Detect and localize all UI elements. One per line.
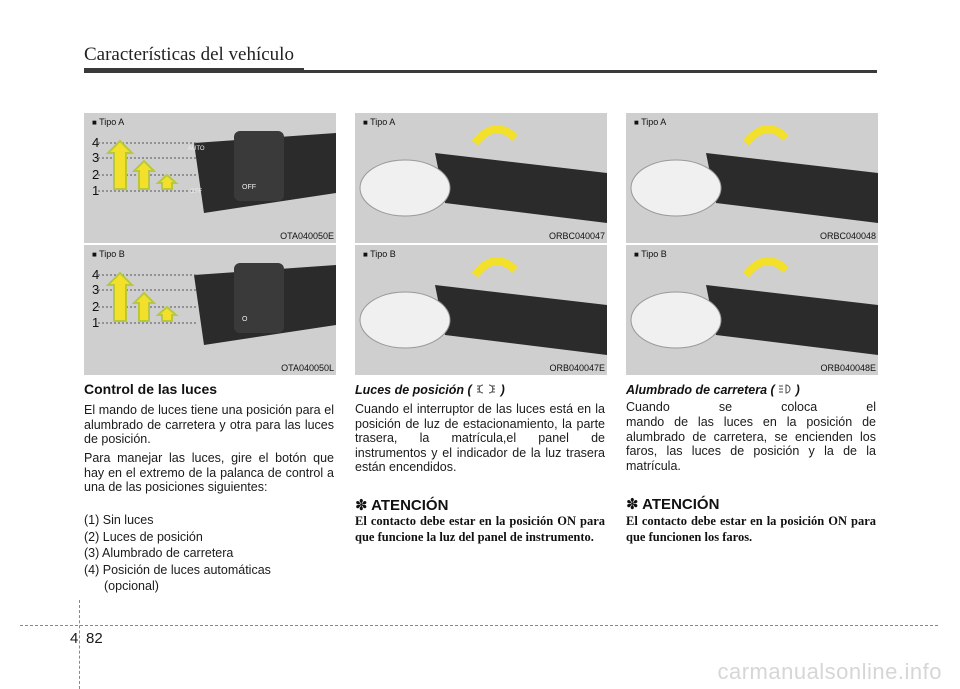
hand-icon [360, 160, 450, 216]
subsection-title [626, 383, 800, 397]
figure-tag: ■ Tipo A [92, 117, 124, 127]
figure-stalk-tipo-b [84, 245, 336, 375]
hand-turning-switch-image [626, 245, 878, 375]
position-3: 3 [92, 150, 100, 165]
figure-code: ORBC040048 [819, 231, 876, 241]
position-1: 1 [92, 315, 100, 330]
paragraph: El mando de luces tiene una posición para el alumbrado de carretera y otra para las luces de posición. [84, 403, 334, 447]
figure-code: ORBC040047 [548, 231, 605, 241]
figure-tag: ■ Tipo A [634, 117, 666, 127]
position-1: 1 [92, 183, 100, 198]
arrow-icon [158, 307, 176, 321]
caution-title: ✽ ATENCIÓN [626, 496, 720, 513]
hand-turning-switch-image [355, 113, 607, 243]
caution-title: ✽ ATENCIÓN [355, 497, 449, 514]
figure-hand-tipo-b [626, 245, 878, 375]
watermark: carmanualsonline.info [717, 659, 942, 684]
figure-tag: ■ Tipo B [634, 249, 667, 259]
figure-code: OTA040050E [280, 231, 334, 241]
section-title: Control de las luces [84, 381, 218, 397]
paragraph-line: Cuando se coloca el [626, 400, 876, 414]
rotate-arrow-icon [475, 261, 515, 275]
subtitle-text: ) [500, 383, 505, 397]
figure-hand-tipo-b [355, 245, 607, 375]
list-item: (3) Alumbrado de carretera [84, 546, 234, 561]
headlight-icon [778, 383, 792, 395]
list-item-continuation: (opcional) [104, 579, 159, 594]
subtitle-text: Luces de posición ( [355, 383, 472, 397]
figure-stalk-tipo-a [84, 113, 336, 243]
caution-body: El contacto debe estar en la posición ON para que funcione la luz del panel de instrumento. [355, 514, 605, 544]
figure-hand-tipo-a [355, 113, 607, 243]
list-item: (2) Luces de posición [84, 529, 203, 544]
stalk-body [435, 285, 607, 355]
list-item: (4) Posición de luces automáticas [84, 562, 271, 577]
hand-icon [631, 160, 721, 216]
parking-light-icon [475, 383, 497, 395]
page-number: 82 [86, 630, 103, 647]
stalk-diagram [84, 113, 336, 243]
rotate-arrow-icon [746, 261, 786, 275]
auto-label: AUTO [188, 146, 205, 152]
figure-code: OTA040050L [281, 363, 334, 373]
subsection-title [355, 383, 505, 397]
positions-list [84, 512, 334, 595]
figure-tag: ■ Tipo A [363, 117, 395, 127]
stalk-diagram [84, 245, 336, 375]
position-3: 3 [92, 282, 100, 297]
subtitle-text: Alumbrado de carretera ( [626, 383, 775, 397]
figure-tag: ■ Tipo B [363, 249, 396, 259]
header-title: Características del vehículo [84, 44, 294, 65]
position-2: 2 [92, 299, 100, 314]
figure-tag: ■ Tipo B [92, 249, 125, 259]
position-4: 4 [92, 135, 100, 150]
off-label: OFF [190, 189, 202, 195]
arrow-icon [108, 273, 132, 321]
position-2: 2 [92, 167, 100, 182]
arrow-icon [108, 141, 132, 189]
o-label: O [242, 316, 248, 323]
footer-rule [20, 625, 938, 626]
figure-code: ORB040048E [820, 363, 876, 373]
list-item: (1) Sin luces [84, 513, 154, 527]
rotate-arrow-icon [475, 129, 515, 143]
caution-body: El contacto debe estar en la posición ON para que funcionen los faros. [626, 514, 876, 544]
stalk-body [435, 153, 607, 223]
hand-turning-switch-image [626, 113, 878, 243]
chapter-number: 4 [70, 630, 79, 647]
hand-icon [631, 292, 721, 348]
paragraph: Para manejar las luces, gire el botón que hay en el extremo de la palanca de control a una de las posiciones siguientes: [84, 451, 334, 495]
hand-turning-switch-image [355, 245, 607, 375]
header-rule [84, 70, 877, 73]
rotate-arrow-icon [746, 129, 786, 143]
figure-code: ORB040047E [549, 363, 605, 373]
subtitle-text: ) [795, 383, 800, 397]
stalk-body [706, 153, 878, 223]
arrow-icon [158, 175, 176, 189]
paragraph: Cuando el interruptor de las luces está en la posición de luz de estacionamiento, la parte trasera, la matrícula,el panel de instrumentos y el indicador de la luz trasera están encendidos. [355, 402, 605, 475]
footer-divider [79, 600, 80, 689]
hand-icon [360, 292, 450, 348]
off-label: OFF [242, 184, 256, 191]
position-4: 4 [92, 267, 100, 282]
stalk-body [706, 285, 878, 355]
figure-hand-tipo-a [626, 113, 878, 243]
paragraph: mando de las luces en la posición de alumbrado de carretera, se encienden los faros, las luces de posición y la de la matrícula. [626, 415, 876, 473]
